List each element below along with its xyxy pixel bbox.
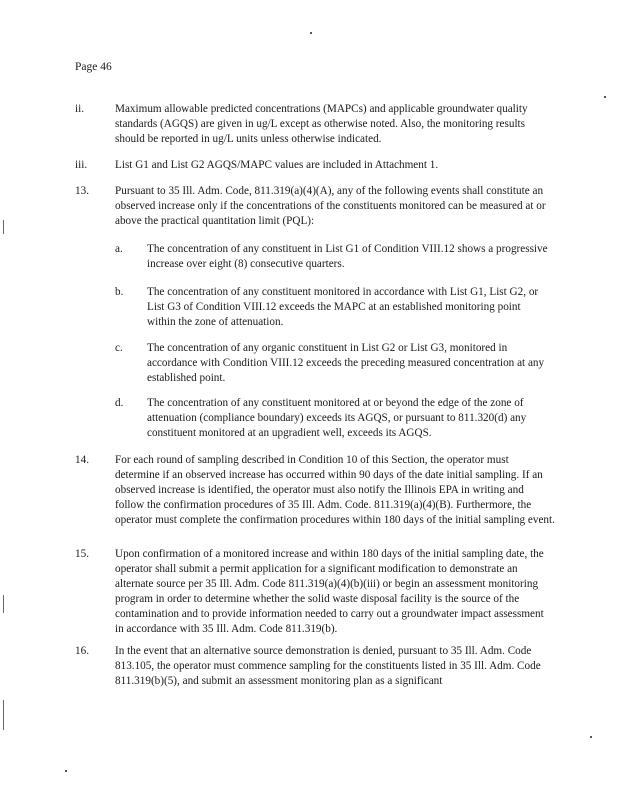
sub-item-letter: d. — [115, 397, 124, 409]
scan-speck — [604, 96, 606, 98]
sub-item-text: The concentration of any organic constituent in List G2 or List G3, monitored in accordance with Condition VIII.12 exceeds the preceding measured concentration at any established point. — [147, 342, 545, 384]
item-number: 14. — [75, 454, 89, 466]
scan-margin-mark — [3, 700, 4, 730]
scan-margin-mark — [3, 595, 4, 613]
item-text: In the event that an alternative source demonstration is denied, pursuant to 35 Ill. Adm. Code 813.105, the operator must commence sampling for the constituents listed in 35 Ill. Adm. Code 811.319(b)(5), and submit an assessment monitoring plan as a significant — [115, 645, 541, 687]
sub-item-letter: a. — [115, 243, 123, 255]
sub-item-text: The concentration of any constituent in List G1 of Condition VIII.12 shows a progressive increase over eight (8) consecutive quarters. — [147, 243, 548, 270]
scan-speck — [310, 32, 312, 34]
item-number: 15. — [75, 548, 89, 560]
item-number: iii. — [75, 159, 88, 171]
sub-item-letter: c. — [115, 342, 123, 354]
item-text: Maximum allowable predicted concentrations (MAPCs) and applicable groundwater quality standards (AGQS) are given in ug/L except as otherwise noted. Also, the monitoring results should be reported in ug/L units unless otherwise indicated. — [115, 103, 528, 145]
item-text: Upon confirmation of a monitored increase and within 180 days of the initial sampling date, the operator shall submit a permit application for a significant modification to demonstrate an alternate source per 35 Ill. Adm. Code 811.319(a)(4)(b)(iii) or begin an assessment monitoring program in order to determine whether the solid waste disposal facility is the source of the contamination and to provide information needed to carry out a groundwater impact assessment in accordance with 35 Ill. Adm. Code 811.319(b). — [115, 548, 544, 635]
scan-speck — [590, 736, 592, 738]
scan-margin-mark — [3, 220, 4, 234]
item-text: List G1 and List G2 AGQS/MAPC values are included in Attachment 1. — [115, 159, 439, 171]
item-number: 13. — [75, 185, 89, 197]
item-text: For each round of sampling described in Condition 10 of this Section, the operator must determine if an observed increase has occurred within 90 days of the date initial sampling. If an observed increase is identified, the operator must also notify the Illinois EPA in writing and follow the confirmation procedures of 35 Ill. Adm. Code. 811.319(a)(4)(B). Furthermore, the operator must complete the confirmation procedures within 180 days of the initial sampling event. — [115, 454, 555, 526]
sub-item-letter: b. — [115, 286, 124, 298]
sub-item-text: The concentration of any constituent monitored in accordance with List G1, List G2, or List G3 of Condition VIII.12 exceeds the MAPC at an established monitoring point within the zone of attenuation. — [147, 286, 539, 328]
item-number: 16. — [75, 645, 89, 657]
scan-speck — [65, 770, 67, 772]
page-number: Page 46 — [75, 61, 112, 73]
sub-item-text: The concentration of any constituent monitored at or beyond the edge of the zone of attenuation (compliance boundary) exceeds its AGQS, or pursuant to 811.320(d) any constituent monitored at an upgradient well, exceeds its AGQS. — [147, 397, 527, 439]
item-text: Pursuant to 35 Ill. Adm. Code, 811.319(a)(4)(A), any of the following events shall constitute an observed increase only if the concentrations of the constituents monitored can be measured at or above the practical quantitation limit (PQL): — [115, 185, 546, 227]
item-number: ii. — [75, 103, 85, 115]
